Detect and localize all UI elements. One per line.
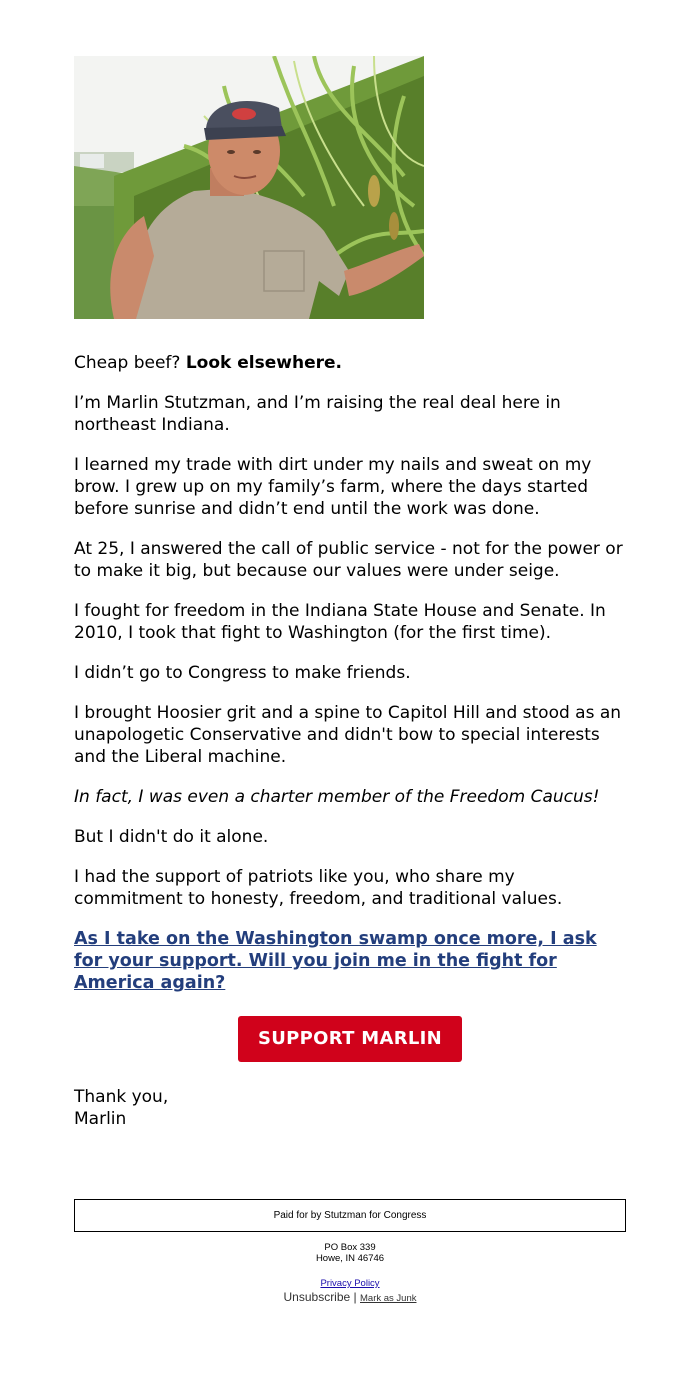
- paragraph-caucus: [74, 786, 626, 808]
- footer-links: [0, 1278, 700, 1306]
- paragraph-grit: I brought Hoosier grit and a spine to Capitol Hill and stood as an unapologetic Conservative and didn't bow to special interests and the Liberal machine.: [74, 703, 622, 767]
- opening-line: [74, 352, 626, 374]
- paragraph-patriots: I had the support of patriots like you, who share my commitment to honesty, freedom, and traditional values.: [74, 867, 563, 909]
- footer-separator: |: [350, 1290, 360, 1304]
- address-line-2: Howe, IN 46746: [315, 1253, 385, 1264]
- button-row: [74, 1016, 626, 1062]
- support-link[interactable]: As I take on the Washington swamp once more, I ask for your support. Will you join me in the fight for America again?: [74, 929, 597, 993]
- mark-as-junk-link[interactable]: Mark as Junk: [360, 1293, 417, 1304]
- signoff-thanks: Thank you,: [74, 1087, 169, 1107]
- paragraph-freedom: I fought for freedom in the Indiana State House and Senate. In 2010, I took that fight to Washington (for the first time).: [74, 601, 606, 643]
- caucus-italic: In fact, I was even a charter member of the Freedom Caucus!: [74, 787, 600, 807]
- opening-bold: Look elsewhere.: [185, 353, 342, 373]
- email-content: [74, 56, 626, 1130]
- paragraph-alone: But I didn't do it alone.: [74, 827, 269, 847]
- unsubscribe-row: [0, 1290, 700, 1306]
- paragraph-service: At 25, I answered the call of public service - not for the power or to make it big, but because our values were under seige.: [74, 539, 623, 581]
- unsubscribe-link[interactable]: Unsubscribe: [283, 1290, 351, 1304]
- paragraph-congress: I didn’t go to Congress to make friends.: [74, 663, 411, 683]
- opening-plain: Cheap beef?: [74, 353, 186, 373]
- hero-photo: [74, 56, 424, 319]
- paragraph-farm: I learned my trade with dirt under my nails and sweat on my brow. I grew up on my family’s farm, where the days started before sunrise and didn’t end until the work was done.: [74, 455, 592, 519]
- signoff: [74, 1086, 626, 1130]
- privacy-policy-link[interactable]: Privacy Policy: [320, 1278, 380, 1289]
- address-line-1: PO Box 339: [324, 1242, 376, 1253]
- signoff-name: Marlin: [74, 1109, 127, 1129]
- paid-for-disclaimer: Paid for by Stutzman for Congress: [74, 1199, 626, 1232]
- letter-body: [74, 352, 626, 1130]
- support-marlin-button[interactable]: SUPPORT MARLIN: [238, 1016, 462, 1062]
- mailing-address: [0, 1242, 700, 1264]
- paragraph-intro: I’m Marlin Stutzman, and I’m raising the real deal here in northeast Indiana.: [74, 393, 561, 435]
